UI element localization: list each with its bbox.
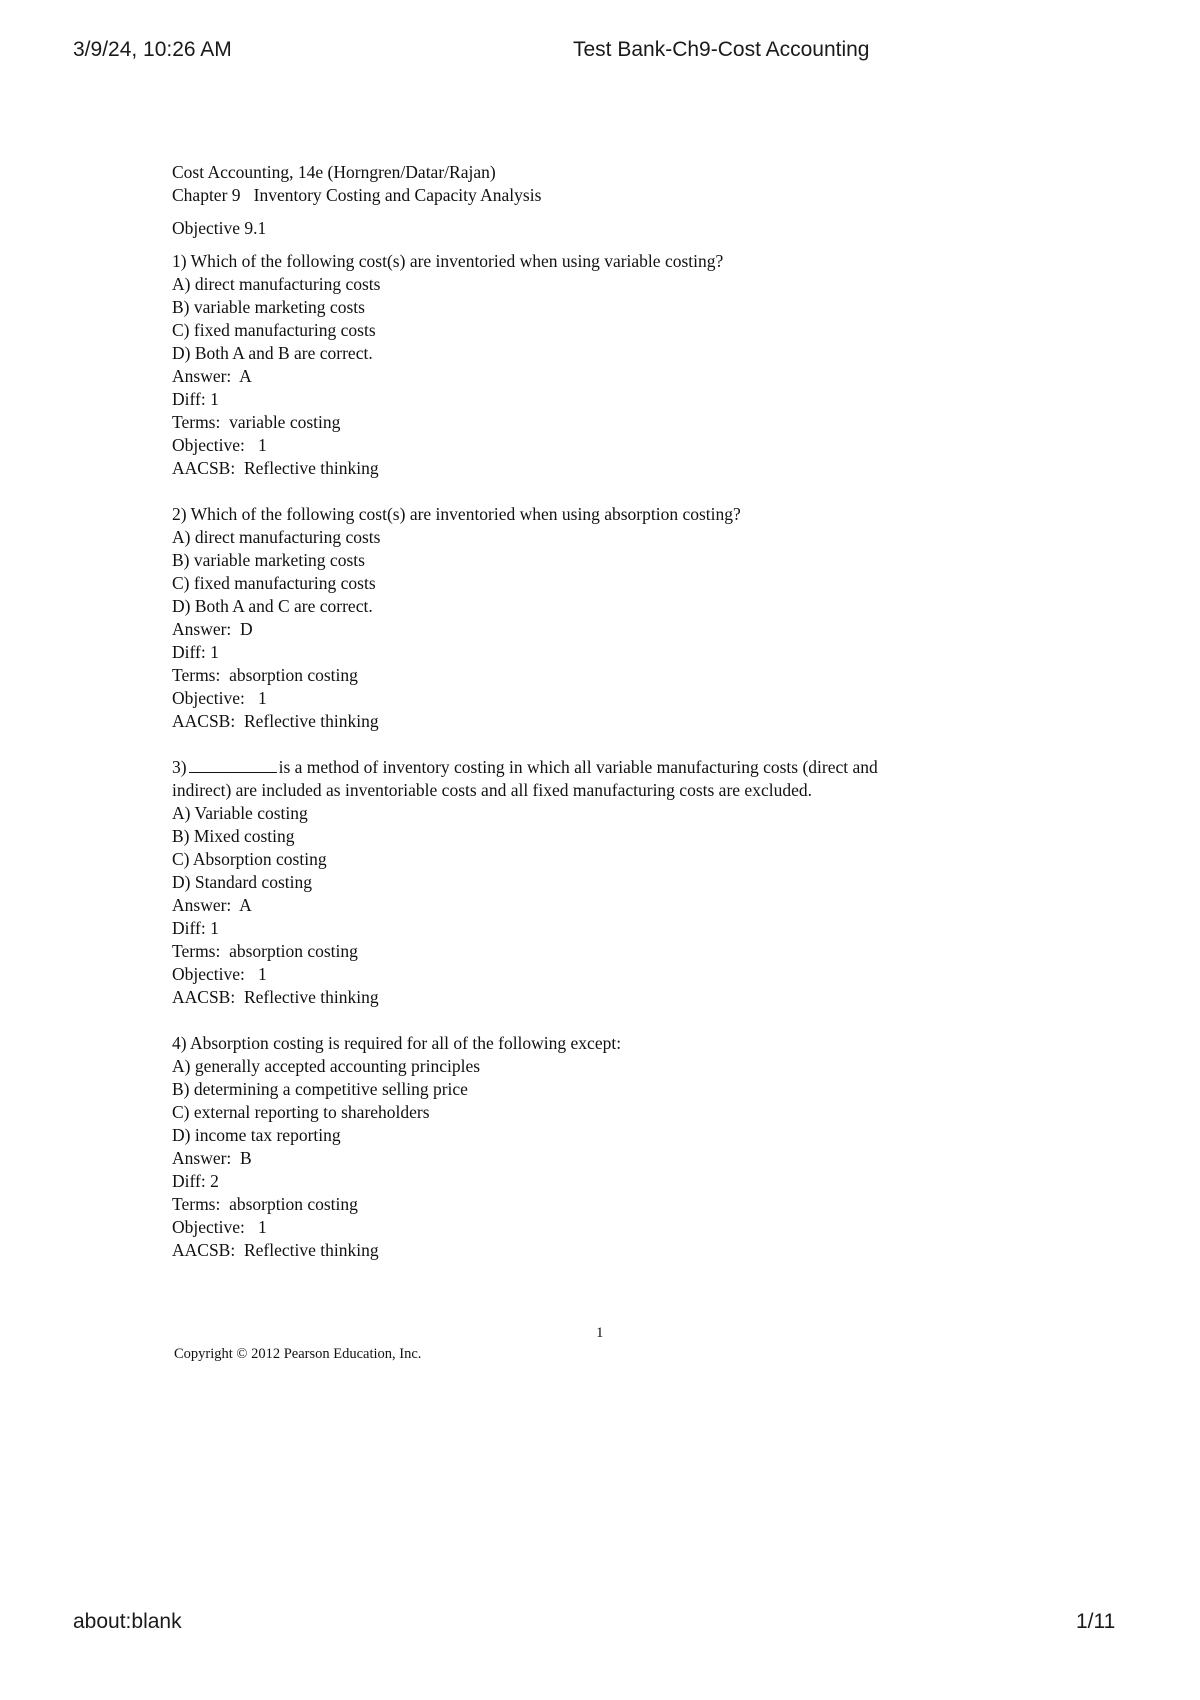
print-datetime: 3/9/24, 10:26 AM: [73, 38, 232, 61]
objective-heading: Objective 9.1: [172, 218, 267, 238]
book-title: Cost Accounting, 14e (Horngren/Datar/Rajan): [172, 162, 496, 182]
question-stem-line1: [172, 756, 1032, 779]
answer-option: C) external reporting to shareholders: [172, 1102, 430, 1122]
difficulty: Diff: 1: [172, 918, 219, 938]
question-stem: 2) Which of the following cost(s) are inventoried when using absorption costing?: [172, 504, 741, 524]
print-footer: [0, 1610, 1200, 1640]
difficulty: Diff: 2: [172, 1171, 219, 1191]
answer-option: D) Both A and B are correct.: [172, 343, 373, 363]
fill-in-blank: [189, 756, 277, 773]
aacsb: AACSB: Reflective thinking: [172, 711, 379, 731]
difficulty: Diff: 1: [172, 389, 219, 409]
answer-option: A) direct manufacturing costs: [172, 274, 381, 294]
answer-option: C) fixed manufacturing costs: [172, 320, 376, 340]
question-stem: 1) Which of the following cost(s) are inventoried when using variable costing?: [172, 251, 724, 271]
question-stem-line2: indirect) are included as inventoriable costs and all fixed manufacturing costs are excluded.: [172, 780, 812, 800]
document-page: [172, 161, 1032, 1285]
objective: Objective: 1: [172, 688, 267, 708]
answer-option: B) variable marketing costs: [172, 550, 365, 570]
print-header: [0, 38, 1200, 68]
terms: Terms: absorption costing: [172, 941, 358, 961]
copyright-notice: Copyright © 2012 Pearson Education, Inc.: [174, 1346, 422, 1362]
terms: Terms: absorption costing: [172, 1194, 358, 1214]
answer-option: A) generally accepted accounting principles: [172, 1056, 481, 1076]
answer-key: Answer: B: [172, 1148, 252, 1168]
answer-option: C) Absorption costing: [172, 849, 327, 869]
print-url: about:blank: [73, 1610, 182, 1633]
terms: Terms: absorption costing: [172, 665, 358, 685]
terms: Terms: variable costing: [172, 412, 341, 432]
answer-key: Answer: D: [172, 619, 253, 639]
question-stem: 4) Absorption costing is required for all of the following except:: [172, 1033, 622, 1053]
question-2: [172, 503, 1032, 733]
answer-option: D) Standard costing: [172, 872, 312, 892]
question-number: 3): [172, 757, 187, 777]
aacsb: AACSB: Reflective thinking: [172, 987, 379, 1007]
answer-option: A) Variable costing: [172, 803, 308, 823]
aacsb: AACSB: Reflective thinking: [172, 458, 379, 478]
objective: Objective: 1: [172, 964, 267, 984]
print-page-count: 1/11: [1076, 1610, 1116, 1633]
aacsb: AACSB: Reflective thinking: [172, 1240, 379, 1260]
answer-key: Answer: A: [172, 366, 252, 386]
answer-option: B) variable marketing costs: [172, 297, 365, 317]
chapter-title: Chapter 9 Inventory Costing and Capacity Analysis: [172, 185, 542, 205]
answer-option: D) income tax reporting: [172, 1125, 341, 1145]
objective: Objective: 1: [172, 1217, 267, 1237]
answer-option: B) determining a competitive selling price: [172, 1079, 468, 1099]
objective: Objective: 1: [172, 435, 267, 455]
answer-option: A) direct manufacturing costs: [172, 527, 381, 547]
answer-option: C) fixed manufacturing costs: [172, 573, 376, 593]
question-stem-text: is a method of inventory costing in which all variable manufacturing costs (direct and: [278, 757, 878, 777]
question-3: [172, 756, 1032, 1009]
page-number: 1: [596, 1325, 604, 1341]
answer-option: D) Both A and C are correct.: [172, 596, 373, 616]
answer-key: Answer: A: [172, 895, 252, 915]
answer-option: B) Mixed costing: [172, 826, 295, 846]
print-document-title: Test Bank-Ch9-Cost Accounting: [573, 38, 870, 61]
question-1: [172, 250, 1032, 480]
question-4: [172, 1032, 1032, 1262]
difficulty: Diff: 1: [172, 642, 219, 662]
